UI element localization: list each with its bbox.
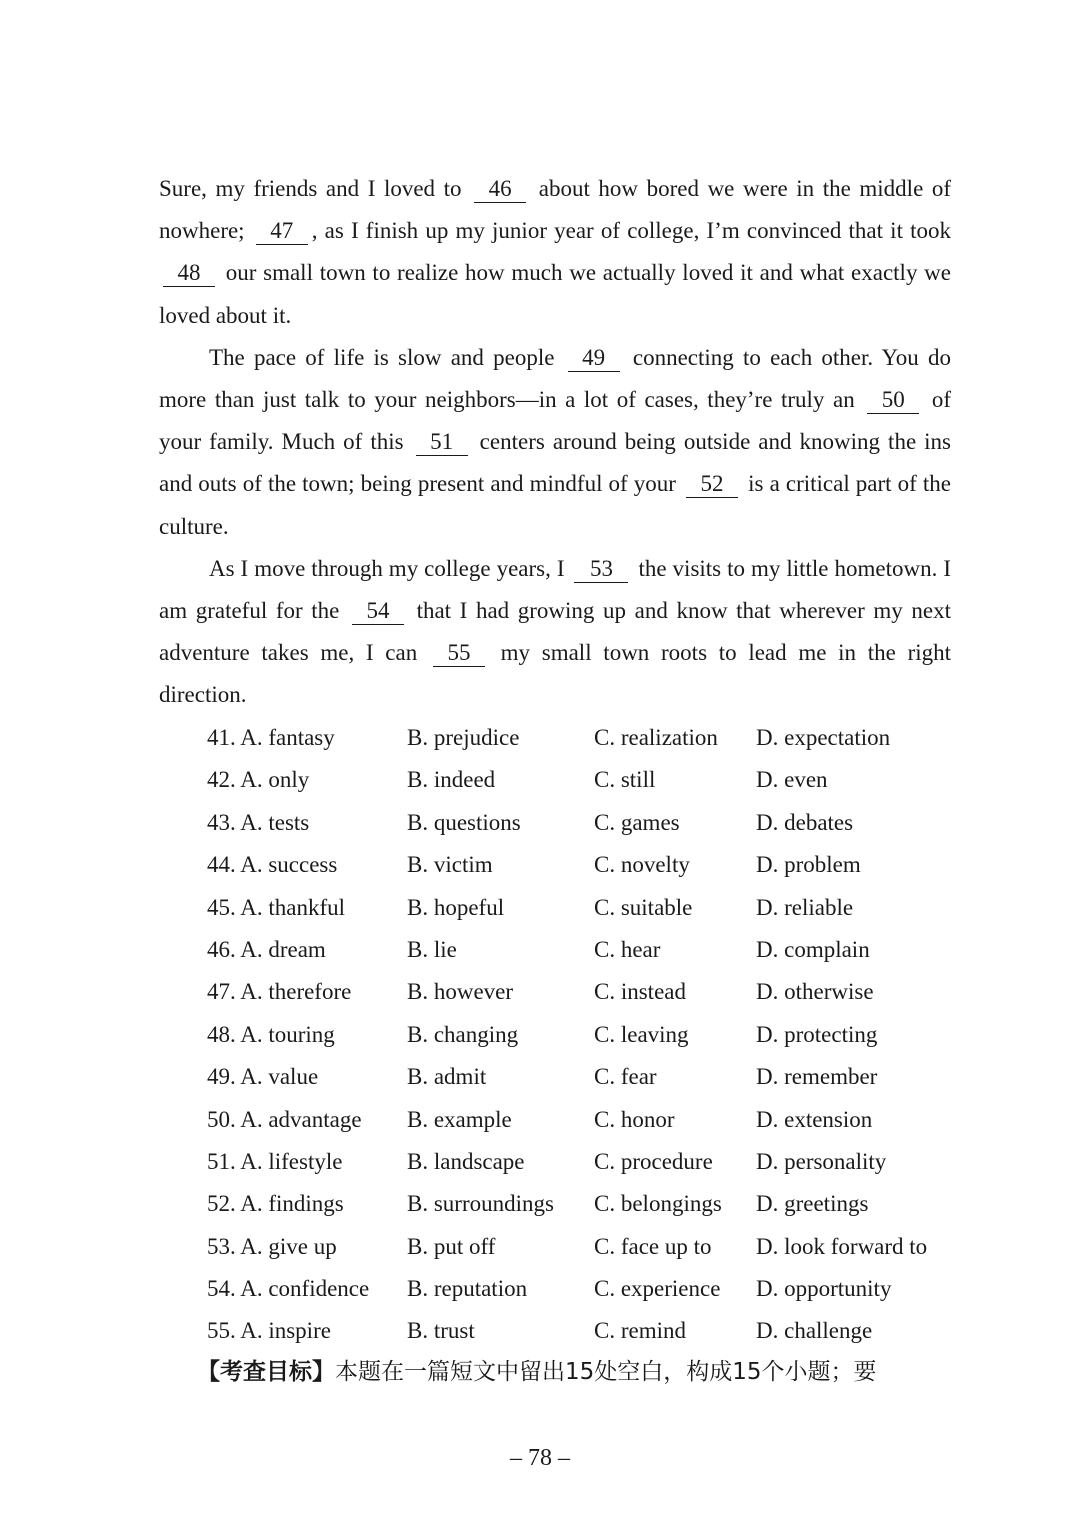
blank-49: 49: [568, 345, 620, 372]
passage: [159, 168, 951, 717]
option-a: 53. A. give up: [207, 1233, 337, 1259]
option-row-55: [207, 1310, 967, 1352]
option-a: 43. A. tests: [207, 809, 310, 835]
option-c: C. games: [594, 809, 680, 835]
blank-55: 55: [433, 640, 485, 667]
option-row-44: [207, 844, 967, 886]
option-b: B. however: [407, 979, 514, 1005]
option-row-48: [207, 1014, 967, 1056]
option-a: 50. A. advantage: [207, 1106, 362, 1132]
passage-text: that I had growing up and know that wherever my next adventure takes me, I can: [159, 598, 952, 666]
option-row-54: [207, 1268, 967, 1310]
passage-text: The pace of life is slow and people: [209, 344, 555, 370]
option-d: D. personality: [756, 1148, 887, 1174]
option-b: B. changing: [407, 1021, 519, 1047]
option-c: C. suitable: [594, 894, 693, 920]
option-d: D. look forward to: [756, 1233, 928, 1259]
option-d: D. complain: [756, 936, 870, 962]
option-d: D. expectation: [756, 725, 891, 750]
page-number: – 78 –: [510, 1445, 570, 1471]
option-c: C. leaving: [594, 1021, 689, 1047]
option-a: 55. A. inspire: [207, 1318, 331, 1344]
passage-text: As I move through my college years, I: [209, 555, 565, 581]
option-b: B. victim: [407, 852, 493, 878]
blank-54: 54: [352, 598, 404, 625]
option-c: C. procedure: [594, 1148, 713, 1174]
option-b: B. hopeful: [407, 894, 505, 920]
paragraph-1: [159, 168, 951, 337]
option-d: D. protecting: [756, 1021, 878, 1047]
option-row-46: [207, 929, 967, 971]
option-c: C. hear: [594, 936, 661, 962]
passage-text: the visits to my little hometown. I am grateful for the: [159, 555, 951, 624]
option-b: B. reputation: [407, 1276, 528, 1302]
option-a: 41. A. fantasy: [207, 725, 335, 750]
blank-52: 52: [686, 471, 738, 498]
passage-text: , as I finish up my junior year of college, I’m convinced that it took: [311, 218, 952, 244]
option-row-41: [207, 717, 967, 759]
option-b: B. put off: [407, 1233, 496, 1259]
option-b: B. surroundings: [407, 1191, 554, 1217]
passage-text: connecting to each other. You do more than just talk to your neighbors—in a lot of cases, they’re truly an: [159, 344, 952, 413]
option-a: 48. A. touring: [207, 1021, 335, 1047]
option-a: 42. A. only: [207, 767, 310, 793]
blank-51: 51: [416, 429, 468, 456]
option-d: D. remember: [756, 1064, 878, 1090]
exam-target-note: [197, 1351, 977, 1393]
paragraph-2: [159, 337, 951, 548]
option-c: C. belongings: [594, 1191, 722, 1217]
option-a: 51. A. lifestyle: [207, 1148, 343, 1174]
option-c: C. realization: [594, 725, 718, 750]
option-d: D. even: [756, 767, 828, 793]
passage-text: centers around being outside and knowing the ins and outs of the town; being present and mindful of your: [159, 429, 952, 497]
option-row-49: [207, 1056, 967, 1098]
option-row-42: [207, 759, 967, 801]
option-a: 46. A. dream: [207, 936, 326, 962]
option-b: B. lie: [407, 936, 457, 962]
option-b: B. example: [407, 1106, 512, 1132]
option-row-43: [207, 802, 967, 844]
option-a: 52. A. findings: [207, 1191, 344, 1217]
option-a: 45. A. thankful: [207, 894, 345, 920]
option-d: D. debates: [756, 809, 854, 835]
passage-text: is a critical part of the culture.: [159, 471, 951, 539]
option-c: C. fear: [594, 1064, 657, 1090]
option-a: 49. A. value: [207, 1064, 319, 1090]
blank-50: 50: [867, 387, 919, 414]
option-b: B. questions: [407, 809, 521, 835]
passage-text: my small town roots to lead me in the right direction.: [159, 640, 952, 708]
blank-46: 46: [474, 176, 526, 203]
option-c: C. novelty: [594, 852, 690, 878]
exam-target-label: 【考查目标】: [197, 1359, 335, 1385]
option-d: D. problem: [756, 852, 861, 878]
option-b: B. trust: [407, 1318, 475, 1344]
option-row-51: [207, 1141, 967, 1183]
option-row-45: [207, 887, 967, 929]
blank-47: 47: [256, 218, 308, 245]
answer-options: [207, 717, 967, 1353]
option-row-47: [207, 971, 967, 1013]
option-a: 54. A. confidence: [207, 1276, 370, 1302]
option-a: 47. A. therefore: [207, 979, 352, 1005]
option-d: D. otherwise: [756, 979, 874, 1005]
blank-48: 48: [163, 260, 215, 287]
passage-text: of your family. Much of this: [159, 387, 951, 455]
exam-target-text: 本题在一篇短文中留出15处空白，构成15个小题；要: [335, 1359, 877, 1385]
option-b: B. indeed: [407, 767, 496, 793]
option-b: B. landscape: [407, 1148, 525, 1174]
option-c: C. still: [594, 767, 656, 793]
option-row-52: [207, 1183, 967, 1225]
option-d: D. opportunity: [756, 1276, 892, 1302]
option-c: C. honor: [594, 1106, 675, 1132]
option-d: D. challenge: [756, 1318, 873, 1344]
passage-text: Sure, my friends and I loved to: [159, 176, 462, 201]
option-b: B. admit: [407, 1064, 487, 1090]
passage-text: about how bored we were in the middle of nowhere;: [159, 176, 952, 244]
passage-text: our small town to realize how much we actually loved it and what exactly we loved about it.: [159, 260, 951, 328]
option-d: D. extension: [756, 1106, 873, 1132]
paragraph-3: [159, 548, 951, 717]
option-a: 44. A. success: [207, 852, 338, 878]
option-c: C. instead: [594, 979, 686, 1005]
blank-53: 53: [574, 556, 628, 583]
option-c: C. remind: [594, 1318, 686, 1344]
option-row-50: [207, 1099, 967, 1141]
option-b: B. prejudice: [407, 725, 520, 750]
option-c: C. face up to: [594, 1233, 712, 1259]
option-d: D. greetings: [756, 1191, 869, 1217]
option-row-53: [207, 1226, 967, 1268]
option-c: C. experience: [594, 1276, 721, 1302]
option-d: D. reliable: [756, 894, 854, 920]
